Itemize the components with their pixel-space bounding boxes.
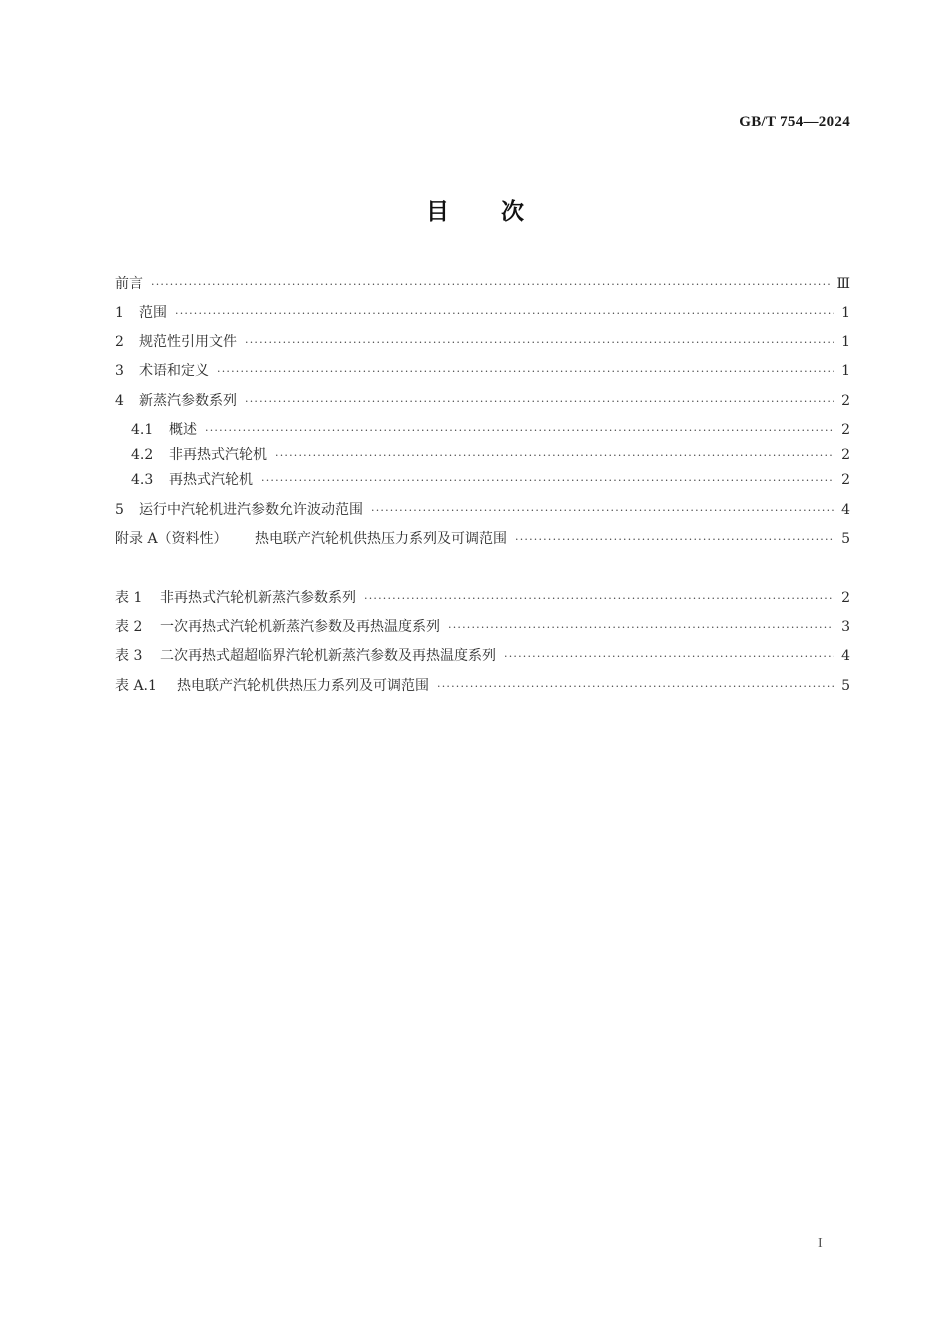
toc-leader	[151, 274, 830, 296]
toc-label: 术语和定义	[139, 363, 209, 379]
toc-number: 4.2	[131, 447, 154, 463]
toc-number: 3	[115, 363, 124, 379]
toc-label: 热电联产汽轮机供热压力系列及可调范围	[177, 678, 429, 694]
toc-leader	[245, 332, 834, 354]
toc-table-entry[interactable]	[115, 645, 850, 667]
toc-page: 1	[841, 305, 850, 321]
toc-leader	[245, 391, 834, 413]
toc-table-entry[interactable]	[115, 616, 850, 638]
page-title	[0, 193, 950, 226]
title-char-1: 目	[426, 199, 449, 225]
toc-leader	[205, 420, 834, 442]
toc-label: 二次再热式超超临界汽轮机新蒸汽参数及再热温度系列	[160, 648, 496, 664]
toc-number: 2	[115, 334, 124, 350]
toc-page: 2	[841, 422, 850, 438]
page-number: I	[818, 1236, 823, 1251]
standard-number: GB/T 754—2024	[739, 114, 850, 130]
toc-entry-preface[interactable]	[115, 273, 850, 295]
toc-leader	[275, 445, 834, 467]
toc-number: 附录 A（资料性）	[115, 531, 228, 547]
toc-number: 表 3	[115, 648, 143, 664]
toc-label: 非再热式汽轮机新蒸汽参数系列	[160, 590, 356, 606]
toc-leader	[504, 646, 834, 668]
toc-subentry[interactable]	[131, 419, 850, 441]
toc-page: Ⅲ	[836, 276, 850, 292]
toc-page: 3	[841, 619, 850, 635]
toc-number: 1	[115, 305, 124, 321]
toc-page: 1	[841, 363, 850, 379]
toc-leader	[217, 361, 834, 383]
toc-page: 2	[841, 447, 850, 463]
toc-leader	[175, 303, 834, 325]
toc-page: 4	[841, 648, 850, 664]
toc-number: 4	[115, 393, 124, 409]
toc-entry[interactable]	[115, 302, 850, 324]
toc-label: 再热式汽轮机	[169, 472, 253, 488]
toc-page: 4	[841, 502, 850, 518]
toc-label: 新蒸汽参数系列	[139, 393, 237, 409]
toc-number: 5	[115, 502, 124, 518]
toc-leader	[261, 470, 834, 492]
toc-entry-annex[interactable]	[115, 528, 850, 550]
toc-label: 热电联产汽轮机供热压力系列及可调范围	[255, 531, 507, 547]
title-char-2: 次	[501, 199, 524, 225]
toc-page: 5	[841, 531, 850, 547]
toc-subentry[interactable]	[131, 469, 850, 491]
toc-page: 5	[841, 678, 850, 694]
toc-leader	[371, 500, 834, 522]
toc-number: 4.3	[131, 472, 154, 488]
toc-page: 2	[841, 590, 850, 606]
toc-label: 非再热式汽轮机	[169, 447, 267, 463]
toc-number: 4.1	[131, 422, 154, 438]
toc-entry[interactable]	[115, 499, 850, 521]
toc-label: 范围	[139, 305, 167, 321]
toc-number: 表 2	[115, 619, 143, 635]
toc-number: 表 1	[115, 590, 143, 606]
toc-table-entry[interactable]	[115, 587, 850, 609]
toc-label: 规范性引用文件	[139, 334, 237, 350]
toc-page: 2	[841, 393, 850, 409]
toc-leader	[448, 617, 834, 639]
toc-table-entry[interactable]	[115, 675, 850, 697]
toc-label: 前言	[115, 276, 143, 292]
toc-entry[interactable]	[115, 331, 850, 353]
toc-entry[interactable]	[115, 360, 850, 382]
toc-page: 1	[841, 334, 850, 350]
toc-subentry[interactable]	[131, 444, 850, 466]
toc-leader	[437, 676, 834, 698]
toc-entry[interactable]	[115, 390, 850, 412]
toc-label: 运行中汽轮机进汽参数允许波动范围	[139, 502, 363, 518]
toc-leader	[364, 588, 834, 610]
toc-leader	[515, 529, 834, 551]
toc-number: 表 A.1	[115, 678, 157, 694]
toc-label: 一次再热式汽轮机新蒸汽参数及再热温度系列	[160, 619, 440, 635]
toc-page: 2	[841, 472, 850, 488]
toc-label: 概述	[169, 422, 197, 438]
